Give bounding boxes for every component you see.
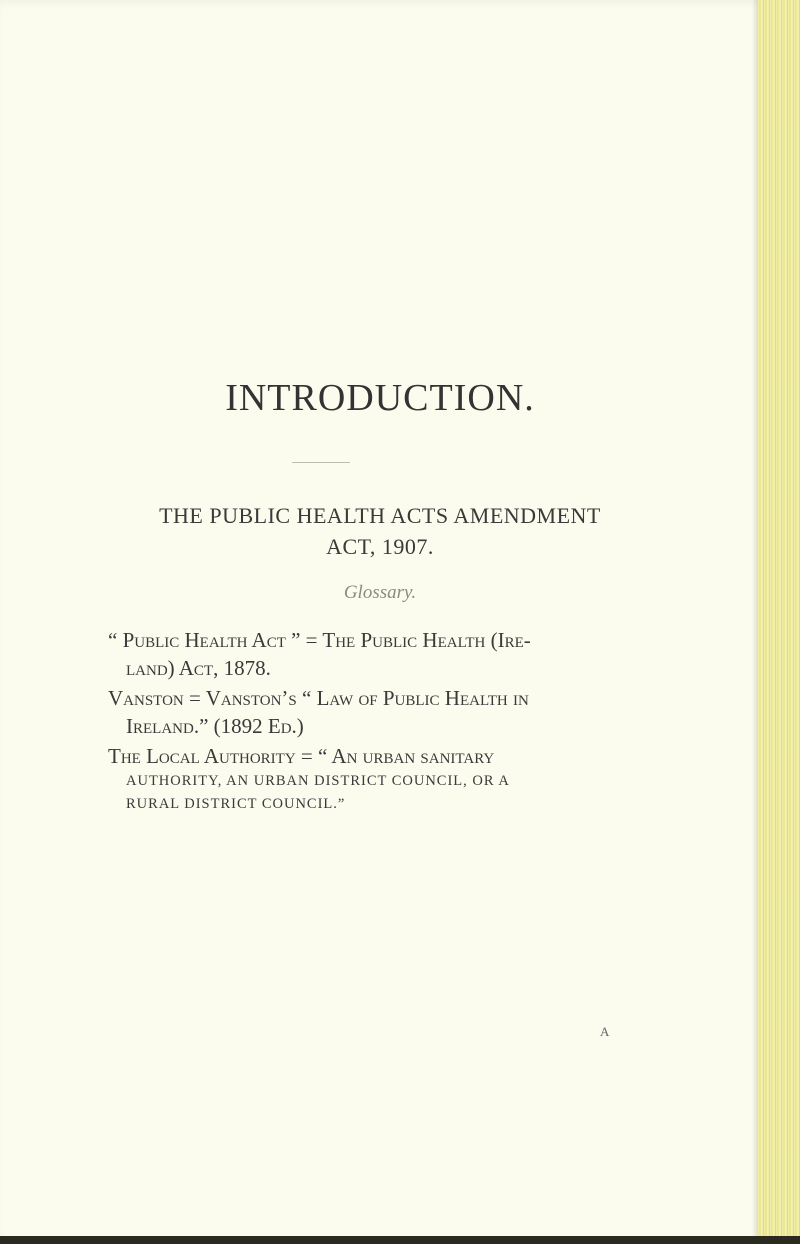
act-heading-line1: THE PUBLIC HEALTH ACTS AMENDMENT xyxy=(159,503,601,528)
entry-line: RURAL DISTRICT COUNCIL.” xyxy=(126,796,346,812)
glossary-entry xyxy=(108,684,654,740)
page-title: INTRODUCTION. xyxy=(225,377,535,419)
act-heading-line2: ACT, 1907. xyxy=(326,534,434,559)
glossary-entries xyxy=(108,626,654,818)
entry-line: “ Public Health Act ” = The Public Health (Ire- xyxy=(108,628,531,652)
page-edges xyxy=(758,0,800,1244)
signature-mark: A xyxy=(600,1024,610,1039)
entry-line: Vanston = Vanston’s “ Law of Public Health in xyxy=(108,686,529,710)
title-rule xyxy=(292,462,350,463)
glossary-label: Glossary. xyxy=(343,582,417,603)
glossary-entry xyxy=(108,742,654,816)
entry-line: land) Act, 1878. xyxy=(126,656,271,680)
entry-line: AUTHORITY, AN URBAN DISTRICT COUNCIL, OR A xyxy=(126,773,510,789)
entry-line: Ireland.” (1892 Ed.) xyxy=(126,714,304,738)
entry-line: The Local Authority = “ An urban sanitary xyxy=(108,744,495,768)
glossary-entry xyxy=(108,626,654,682)
act-heading xyxy=(0,500,760,562)
